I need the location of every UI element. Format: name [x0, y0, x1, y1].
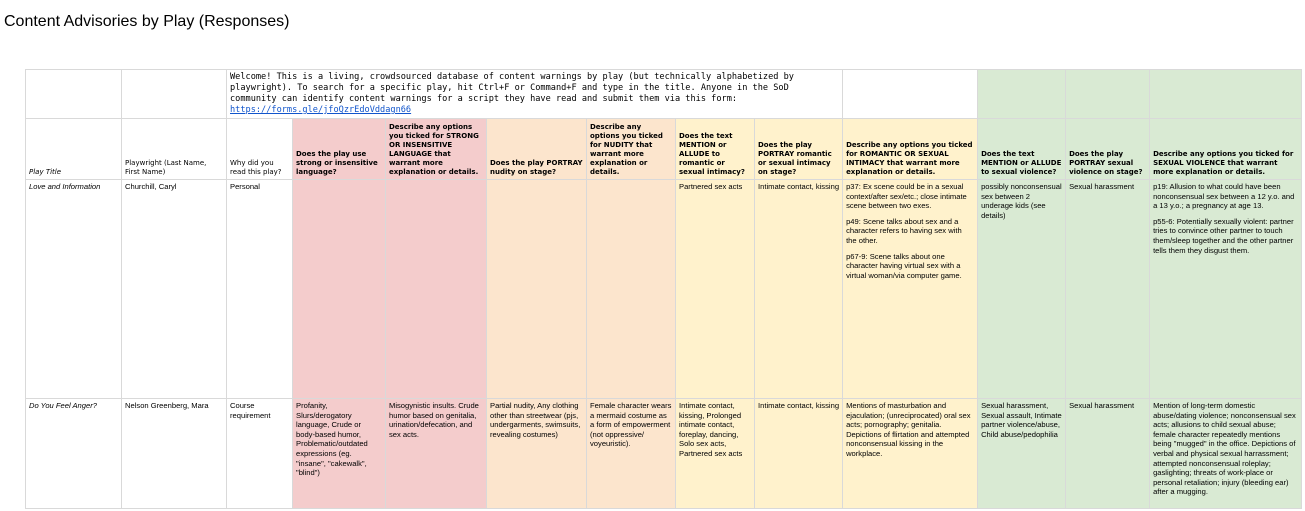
- cell-violence-portray[interactable]: Sexual harassment: [1066, 180, 1150, 399]
- header-nudity[interactable]: Does the play PORTRAY nudity on stage?: [487, 119, 587, 180]
- cell-playwright[interactable]: Nelson Greenberg, Mara: [122, 399, 227, 509]
- cell-nudity-details[interactable]: [587, 180, 676, 399]
- cell-intimacy-mention[interactable]: Partnered sex acts: [676, 180, 755, 399]
- cell-nudity-details[interactable]: Female character wears a mermaid costume as a form of empowerment (not oppressive/ voyeuristic).: [587, 399, 676, 509]
- header-row: [26, 119, 1302, 180]
- header-strong-language[interactable]: Does the play use strong or insensitive language?: [293, 119, 386, 180]
- detail-paragraph: p67-9: Scene talks about one character having virtual sex with a virtual woman/via computer game.: [846, 251, 962, 280]
- page-title: Content Advisories by Play (Responses): [4, 13, 290, 30]
- cell-violence-portray[interactable]: Sexual harassment: [1066, 399, 1150, 509]
- cell-nudity[interactable]: [487, 180, 587, 399]
- table-row: [26, 399, 1302, 509]
- cell-violence-details[interactable]: [1150, 180, 1302, 399]
- header-playwright[interactable]: Playwright (Last Name, First Name): [122, 119, 227, 180]
- cell-playwright[interactable]: Churchill, Caryl: [122, 180, 227, 399]
- cell-violence-mention[interactable]: Sexual harassment, Sexual assault, Intimate partner violence/abuse, Child abuse/pedophilia: [978, 399, 1066, 509]
- detail-paragraph: p37: Ex scene could be in a sexual context/after sex/etc.; close intimate scene between two exes.: [846, 182, 967, 211]
- cell-empty[interactable]: [1066, 70, 1150, 119]
- cell-nudity[interactable]: Partial nudity, Any clothing other than streetwear (pjs, undergarments, swimsuits, revealing costumes): [487, 399, 587, 509]
- cell-play-title[interactable]: Do You Feel Anger?: [26, 399, 122, 509]
- cell-violence-details[interactable]: [1150, 399, 1302, 509]
- cell-empty[interactable]: [122, 70, 227, 119]
- header-violence-details[interactable]: Describe any options you ticked for SEXUAL VIOLENCE that warrant more explanation or details.: [1150, 119, 1302, 180]
- table-row: [26, 180, 1302, 399]
- header-intimacy-portray[interactable]: Does the play PORTRAY romantic or sexual intimacy on stage?: [755, 119, 843, 180]
- header-intimacy-mention[interactable]: Does the text MENTION or ALLUDE to romantic or sexual intimacy?: [676, 119, 755, 180]
- intro-text: Welcome! This is a living, crowdsourced database of content warnings by play (but technically alphabetized by playwright). To search for a specific play, hit Ctrl+F or Command+F and type in the title. Anyone in the SoD community can identify content warnings for a script they have read and submit them via this form:: [230, 72, 794, 104]
- cell-empty[interactable]: [26, 70, 122, 119]
- cell-intimacy-details[interactable]: [843, 399, 978, 509]
- detail-paragraph: Mention of long-term domestic abuse/dating violence; nonconsensual sex acts; allusions to child sexual abuse; female character repeatedly mentions being "mugged" in the office. Depictions of verbal and physical sexual harrassment; attempted nonconsensual roleplay; gaslighting; threats of work-place or personal retaliation; injury (bleeding ear) after a mugging.: [1153, 401, 1296, 497]
- detail-paragraph: Mentions of masturbation and ejaculation; (unreciprocated) oral sex acts; pornography; genitalia. Depictions of flirtation and attempted nonconsensual kissing in the workplace.: [846, 401, 971, 458]
- responses-table: [25, 69, 1302, 509]
- cell-intimacy-portray[interactable]: Intimate contact, kissing: [755, 399, 843, 509]
- cell-language[interactable]: Profanity, Slurs/derogatory language, Crude or body-based humor, Problematic/outdated expressions (eg. "insane", "cakewalk", "blind"): [293, 399, 386, 509]
- detail-paragraph: p55-6: Potentially sexually violent: partner tries to convince other partner to touch them/sleep together and the other partner tells them they disgust them.: [1153, 216, 1294, 255]
- header-nudity-details[interactable]: Describe any options you ticked for NUDITY that warrant more explanation or details.: [587, 119, 676, 180]
- intro-cell[interactable]: [227, 70, 843, 119]
- detail-paragraph: p19: Allusion to what could have been nonconsensual sex between a 12 y.o. and a 13 y.o.; a pregnancy at age 13.: [1153, 182, 1295, 211]
- cell-intimacy-details[interactable]: [843, 180, 978, 399]
- intro-row: [26, 70, 1302, 119]
- detail-paragraph: p49: Scene talks about sex and a character refers to having sex with the other.: [846, 216, 962, 245]
- header-violence-mention[interactable]: Does the text MENTION or ALLUDE to sexual violence?: [978, 119, 1066, 180]
- cell-empty[interactable]: [1150, 70, 1302, 119]
- header-intimacy-details[interactable]: Describe any options you ticked for ROMANTIC OR SEXUAL INTIMACY that warrant more explanation or details.: [843, 119, 978, 180]
- cell-language[interactable]: [293, 180, 386, 399]
- form-link[interactable]: https://forms.gle/jfoQzrEdoVddagn66: [230, 105, 412, 115]
- header-play-title[interactable]: Play Title: [26, 119, 122, 180]
- header-why-read[interactable]: Why did you read this play?: [227, 119, 293, 180]
- header-violence-portray[interactable]: Does the play PORTRAY sexual violence on stage?: [1066, 119, 1150, 180]
- cell-language-details[interactable]: Misogynistic insults. Crude humor based on genitalia, urination/defecation, and sex acts.: [386, 399, 487, 509]
- cell-intimacy-mention[interactable]: Intimate contact, kissing, Prolonged intimate contact, foreplay, dancing, Solo sex acts, Partnered sex acts: [676, 399, 755, 509]
- header-language-details[interactable]: Describe any options you ticked for STRONG OR INSENSITIVE LANGUAGE that warrant more explanation or details.: [386, 119, 487, 180]
- cell-empty[interactable]: [978, 70, 1066, 119]
- cell-empty[interactable]: [843, 70, 978, 119]
- cell-intimacy-portray[interactable]: Intimate contact, kissing: [755, 180, 843, 399]
- cell-why-read[interactable]: Personal: [227, 180, 293, 399]
- cell-play-title[interactable]: Love and Information: [26, 180, 122, 399]
- cell-why-read[interactable]: Course requirement: [227, 399, 293, 509]
- spreadsheet-grid[interactable]: [25, 69, 1301, 509]
- cell-language-details[interactable]: [386, 180, 487, 399]
- cell-violence-mention[interactable]: possibly nonconsensual sex between 2 underage kids (see details): [978, 180, 1066, 399]
